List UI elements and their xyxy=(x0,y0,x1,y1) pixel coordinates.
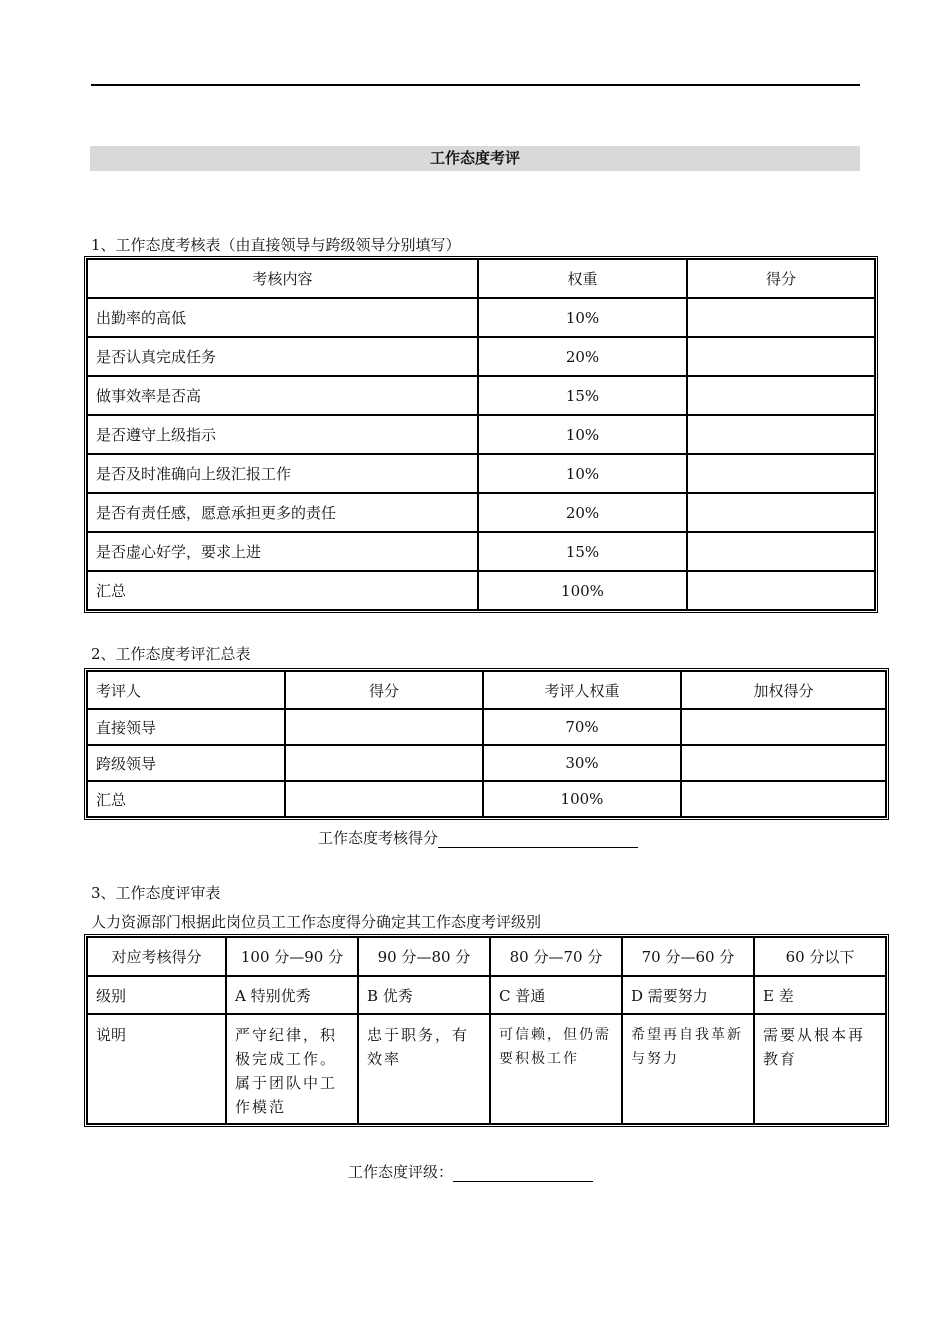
table-row xyxy=(87,376,875,415)
item-cell: 做事效率是否高 xyxy=(87,376,478,415)
header-score: 得分 xyxy=(687,259,875,298)
weight-cell: 20% xyxy=(478,493,687,532)
header-weight: 权重 xyxy=(478,259,687,298)
header-range-a: 100 分—90 分 xyxy=(226,937,358,976)
rater-cell: 跨级领导 xyxy=(87,745,285,781)
description-label: 说明 xyxy=(87,1014,226,1124)
score-cell[interactable] xyxy=(687,376,875,415)
weight-cell: 10% xyxy=(478,454,687,493)
attitude-score-blank[interactable] xyxy=(438,831,638,848)
score-cell[interactable] xyxy=(687,571,875,610)
section1-caption: 1、工作态度考核表（由直接领导与跨级领导分别填写） xyxy=(91,236,461,254)
rater-cell: 汇总 xyxy=(87,781,285,817)
description-a: 严守纪律，积极完成工作。属于团队中工作模范 xyxy=(226,1014,358,1124)
table-row xyxy=(87,493,875,532)
description-d: 希望再自我革新与努力 xyxy=(622,1014,754,1124)
table-row xyxy=(87,454,875,493)
level-label: 级别 xyxy=(87,976,226,1014)
weight-cell: 100% xyxy=(483,781,681,817)
table-row xyxy=(87,298,875,337)
header-range-b: 90 分—80 分 xyxy=(358,937,490,976)
page-title: 工作态度考评 xyxy=(90,146,860,171)
level-a: A 特别优秀 xyxy=(226,976,358,1014)
header-range-d: 70 分—60 分 xyxy=(622,937,754,976)
level-e: E 差 xyxy=(754,976,886,1014)
weighted-cell[interactable] xyxy=(681,781,886,817)
description-e: 需要从根本再教育 xyxy=(754,1014,886,1124)
level-b: B 优秀 xyxy=(358,976,490,1014)
attitude-summary-table xyxy=(84,668,889,820)
header-score: 得分 xyxy=(285,671,483,709)
header-rater-weight: 考评人权重 xyxy=(483,671,681,709)
item-cell: 是否虚心好学，要求上进 xyxy=(87,532,478,571)
header-content: 考核内容 xyxy=(87,259,478,298)
score-cell[interactable] xyxy=(285,781,483,817)
table-row xyxy=(87,415,875,454)
description-b: 忠于职务，有效率 xyxy=(358,1014,490,1124)
level-c: C 普通 xyxy=(490,976,622,1014)
section3-caption: 3、工作态度评审表 xyxy=(91,884,221,902)
score-cell[interactable] xyxy=(687,493,875,532)
section2-caption: 2、工作态度考评汇总表 xyxy=(91,645,251,663)
item-cell: 是否有责任感，愿意承担更多的责任 xyxy=(87,493,478,532)
item-cell: 是否遵守上级指示 xyxy=(87,415,478,454)
item-cell: 汇总 xyxy=(87,571,478,610)
attitude-score-label: 工作态度考核得分 xyxy=(318,829,439,847)
score-cell[interactable] xyxy=(687,532,875,571)
weight-cell: 30% xyxy=(483,745,681,781)
weighted-cell[interactable] xyxy=(681,709,886,745)
item-cell: 是否认真完成任务 xyxy=(87,337,478,376)
attitude-score-field xyxy=(318,827,638,848)
header-score-range: 对应考核得分 xyxy=(87,937,226,976)
attitude-review-table xyxy=(84,934,889,1127)
table-row xyxy=(87,337,875,376)
table-row xyxy=(87,709,886,745)
attitude-rating-field xyxy=(348,1161,593,1182)
section3-intro: 人力资源部门根据此岗位员工工作态度得分确定其工作态度考评级别 xyxy=(91,913,542,931)
table-row-total xyxy=(87,571,875,610)
level-row xyxy=(87,976,886,1014)
score-cell[interactable] xyxy=(285,709,483,745)
rater-cell: 直接领导 xyxy=(87,709,285,745)
weight-cell: 100% xyxy=(478,571,687,610)
item-cell: 出勤率的高低 xyxy=(87,298,478,337)
attitude-rating-label: 工作态度评级： xyxy=(348,1163,454,1181)
weighted-cell[interactable] xyxy=(681,745,886,781)
score-cell[interactable] xyxy=(687,337,875,376)
top-rule xyxy=(91,84,860,86)
table-row xyxy=(87,532,875,571)
score-cell[interactable] xyxy=(687,298,875,337)
score-cell[interactable] xyxy=(285,745,483,781)
header-rater: 考评人 xyxy=(87,671,285,709)
weight-cell: 20% xyxy=(478,337,687,376)
header-range-c: 80 分—70 分 xyxy=(490,937,622,976)
table-row-total xyxy=(87,781,886,817)
weight-cell: 15% xyxy=(478,532,687,571)
description-row xyxy=(87,1014,886,1124)
item-cell: 是否及时准确向上级汇报工作 xyxy=(87,454,478,493)
score-cell[interactable] xyxy=(687,415,875,454)
table-row xyxy=(87,745,886,781)
description-c: 可信赖，但仍需要积极工作 xyxy=(490,1014,622,1124)
header-range-e: 60 分以下 xyxy=(754,937,886,976)
score-cell[interactable] xyxy=(687,454,875,493)
level-d: D 需要努力 xyxy=(622,976,754,1014)
header-weighted-score: 加权得分 xyxy=(681,671,886,709)
weight-cell: 10% xyxy=(478,415,687,454)
weight-cell: 10% xyxy=(478,298,687,337)
weight-cell: 70% xyxy=(483,709,681,745)
attitude-rating-blank[interactable] xyxy=(453,1165,593,1182)
attitude-assessment-table xyxy=(84,256,878,613)
weight-cell: 15% xyxy=(478,376,687,415)
